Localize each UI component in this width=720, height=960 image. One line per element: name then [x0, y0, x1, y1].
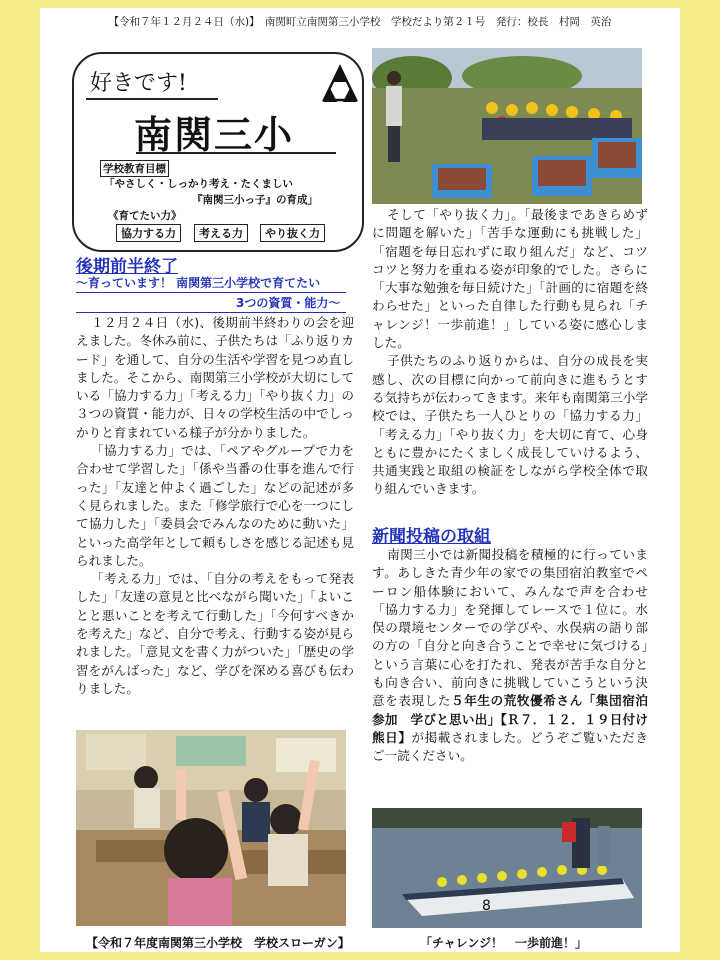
newsletter-page — [40, 8, 680, 952]
goal-text: 「やさしく・しっかり考え・たくましい — [104, 178, 293, 190]
boat-race-photo — [372, 808, 642, 928]
divider — [136, 152, 336, 154]
paragraph-text: 南関三小では新聞投稿を積極的に行っています。あしきた青少年の家での集団宿泊教室でペーロン船体験において、みんなで声を合わせ「協力する力」を発揮してレースで１位に。水俣の環境センターでの学びや、水俣病の語り部の方の「自分と向き合うことで幸せに気づける」という言葉に心を打たれ、発表が苦手な自分とも向き合い、前向きに挑戦していこうという決意を表現した — [372, 547, 648, 709]
classroom-photo — [76, 730, 346, 926]
boat-number: 8 — [482, 898, 491, 914]
masthead-school-name: 南関三小 — [134, 112, 295, 157]
paragraph-text: が掲載されました。どうぞご覧いただきご一読ください。 — [372, 729, 649, 764]
paragraph: １２月２４日（水)、後期前半終わりの会を迎えました。冬休み前に、子供たちは「ふり返りカード」を通して、自分の生活や学習を見つめ直しました。そこから、南関第三小学校が大切にしている「協力する力」「考える力」「やり抜く力」の３つの資質・能力が、日々の学校生活の中でしっかりと育まれている様子が分かりました。 — [76, 315, 354, 440]
masthead — [72, 52, 364, 252]
goal-text: 『南関三小っ子』の育成」 — [192, 194, 318, 206]
divider — [86, 98, 218, 100]
masthead-catchphrase: 好きです! — [90, 71, 187, 96]
article-body — [372, 546, 648, 766]
paragraph: 「考える力」では、「自分の考えをもって発表した」「友達の意見と比べながら聞いた」「よいことと悪いことを考えて行動した」「今何すべきかを考えた」など、自分で考え、行動する姿が見られました。「意見文を書く力がついた」「歴史の学習をがんばった」など、学びを深める喜びも伝わりました。 — [76, 571, 354, 696]
capability-badge: やり抜く力 — [260, 224, 325, 242]
article-title: 新聞投稿の取組 — [372, 527, 491, 547]
paragraph: 「協力する力」では、「ペアやグループで力を合わせて学習した」「係や当番の仕事を進んで行った」「友達と仲よく過ごした」などの記述が多く見られました。また「修学旅行で心を一つにして協力した」「委員会でみんなのために動いた」といった高学年として頼もしさを感じる記述も見られました。 — [76, 443, 354, 568]
article-body-right — [372, 206, 648, 499]
article-subtitle: 3つの資質・能力～ — [236, 296, 341, 310]
divider — [76, 312, 346, 313]
goal-label: 学校教育目標 — [100, 160, 169, 177]
paragraph: そして「やり抜く力」。「最後まであきらめずに問題を解いた」「苦手な運動にも挑戦した」「宿題を毎日忘れずに取り組んだ」など、コツコツと努力を重ねる姿が印象的でした。さらに「大事な勉強を毎日続けた」「計画的に宿題を終わらせた」といった自律した行動も見られ「チャレンジ！一歩前進！」している姿に感心しました。 — [372, 207, 648, 351]
slogan: 「チャレンジ！ 一歩前進！」 — [420, 936, 588, 950]
divider — [76, 292, 346, 293]
article-body-left — [76, 314, 354, 698]
article-subtitle: ～育っています！ 南関第三小学校で育てたい — [76, 276, 321, 290]
harvest-photo — [372, 48, 642, 204]
slogan-label: 【令和７年度南関第三小学校 学校スローガン】 — [86, 936, 350, 950]
capability-badge: 協力する力 — [116, 224, 181, 242]
school-emblem-icon — [318, 64, 362, 108]
paragraph: 子供たちのふり返りからは、自分の成長を実感し、次の目標に向かって前向きに進もうとする気持ちが伝わってきます。来年も南関第三小学校では、子供たち一人ひとりの「協力する力」「考える力」「やり抜く力」を大切に育て、心身ともに豊かにたくましく成長していけるよう、共通実践と取組の検証をしながら学校全体で取り組んでいきます。 — [372, 353, 648, 497]
newsletter-header: 【令和７年１２月２４日（水)】 南関町立南関第三小学校 学校だより第２１号 発行：校長 村岡 英治 — [108, 16, 612, 28]
article-citation: ５年生の荒牧優希さん「集団宿泊参加 学びと思い出」【Ｒ７．１２．１９日付け熊日】 — [372, 693, 649, 745]
article-title: 後期前半終了 — [76, 257, 178, 277]
capabilities-label: 《育てたい力》 — [108, 210, 182, 222]
paragraph — [372, 546, 648, 766]
capability-badge: 考える力 — [194, 224, 248, 242]
